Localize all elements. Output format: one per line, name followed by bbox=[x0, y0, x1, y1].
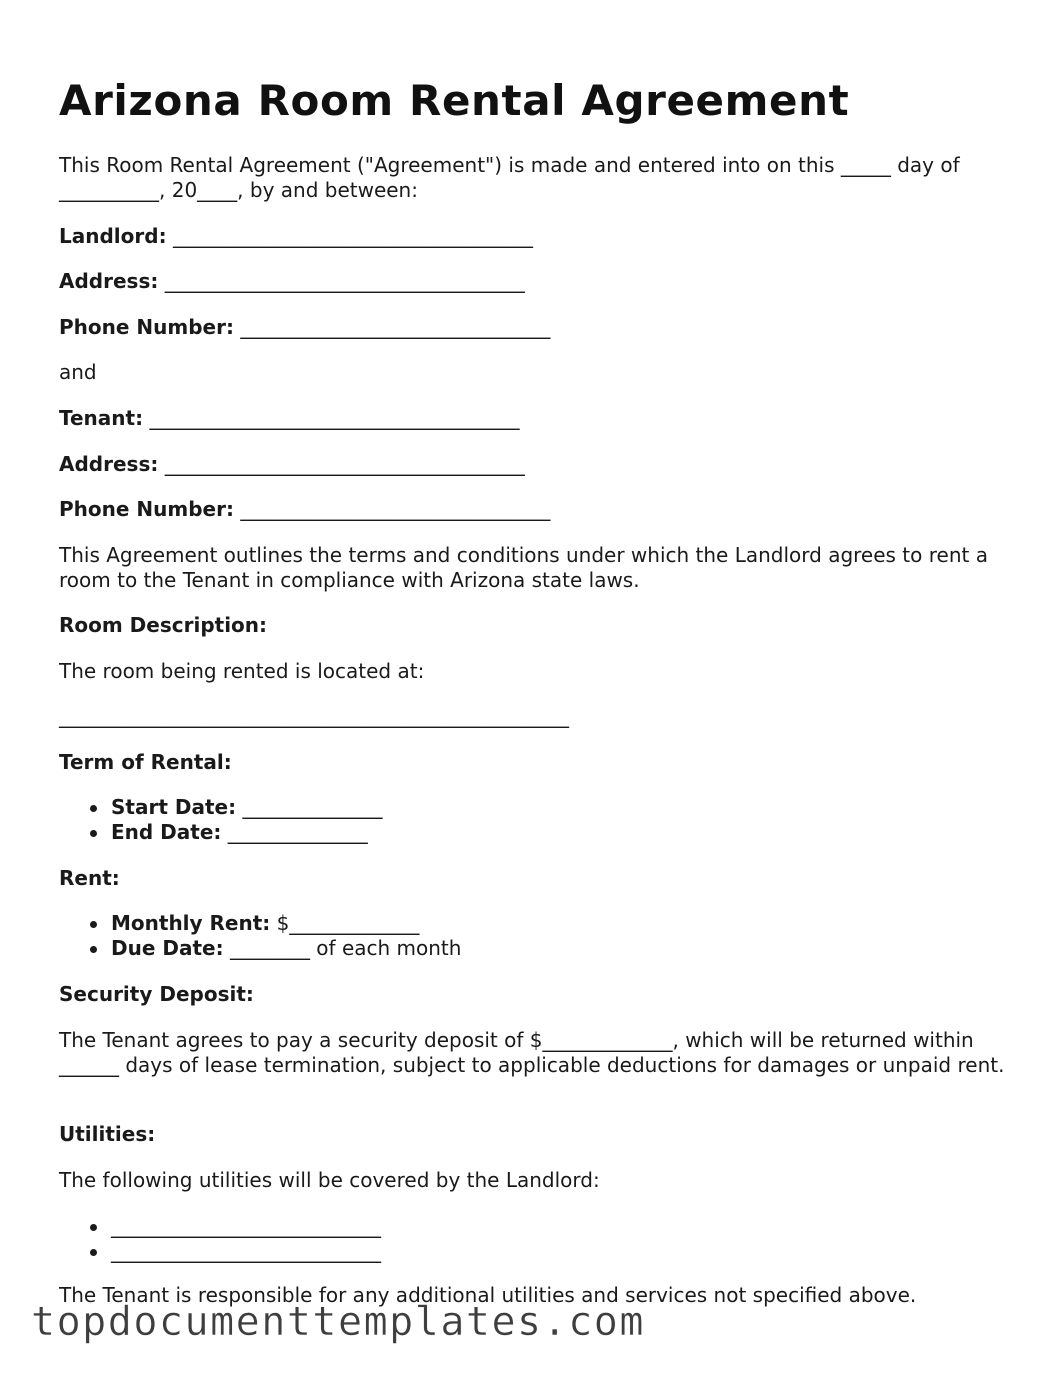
watermark: topdocumenttemplates.com bbox=[31, 1299, 645, 1345]
tenant-phone-blank[interactable]: _______________________________ bbox=[240, 497, 551, 521]
landlord-name-line bbox=[59, 224, 533, 249]
landlord-address-blank[interactable]: ____________________________________ bbox=[164, 269, 525, 293]
room-description-heading: Room Description: bbox=[59, 613, 268, 637]
utilities-list bbox=[59, 1214, 381, 1264]
term-heading: Term of Rental: bbox=[59, 750, 232, 774]
security-deposit-text: The Tenant agrees to pay a security deposit of $_____________, which will be returned within ______ days of lease termination, subject to applicable deductions for damages or unpaid rent. bbox=[59, 1028, 1005, 1077]
landlord-address-line bbox=[59, 269, 525, 294]
utility-blank[interactable]: ___________________________ bbox=[111, 1214, 381, 1238]
landlord-address-label: Address: bbox=[59, 269, 159, 293]
list-item bbox=[59, 1239, 381, 1264]
list-item bbox=[59, 911, 461, 936]
utilities-heading: Utilities: bbox=[59, 1122, 156, 1146]
start-date-label: Start Date: bbox=[111, 795, 237, 819]
room-description-text: The room being rented is located at: bbox=[59, 659, 425, 683]
rent-list bbox=[59, 911, 461, 961]
document-title: Arizona Room Rental Agreement bbox=[59, 76, 850, 125]
tenant-address-blank[interactable]: ____________________________________ bbox=[164, 452, 525, 476]
list-item bbox=[59, 795, 382, 820]
due-date-blank[interactable]: ________ of each month bbox=[229, 936, 462, 960]
list-item bbox=[59, 936, 461, 961]
term-list bbox=[59, 795, 382, 845]
end-date-label: End Date: bbox=[111, 820, 222, 844]
utility-blank[interactable]: ___________________________ bbox=[111, 1239, 381, 1263]
tenant-name-line bbox=[59, 406, 519, 431]
landlord-phone-blank[interactable]: _______________________________ bbox=[240, 315, 551, 339]
monthly-rent-label: Monthly Rent: bbox=[111, 911, 271, 935]
tenant-utilities-note: The Tenant is responsible for any additional utilities and services not specified above. bbox=[59, 1283, 917, 1307]
landlord-name-label: Landlord: bbox=[59, 224, 167, 248]
monthly-rent-blank[interactable]: $_____________ bbox=[276, 911, 420, 935]
purpose-paragraph: This Agreement outlines the terms and conditions under which the Landlord agrees to rent a room to the Tenant in compliance with Arizona state laws. bbox=[59, 543, 988, 592]
room-location-blank[interactable]: ___________________________________________________ bbox=[59, 704, 569, 728]
tenant-name-label: Tenant: bbox=[59, 406, 144, 430]
start-date-blank[interactable]: ______________ bbox=[242, 795, 383, 819]
landlord-phone-label: Phone Number: bbox=[59, 315, 234, 339]
tenant-phone-label: Phone Number: bbox=[59, 497, 234, 521]
and-text: and bbox=[59, 360, 97, 384]
end-date-blank[interactable]: ______________ bbox=[227, 820, 368, 844]
security-deposit-heading: Security Deposit: bbox=[59, 982, 254, 1006]
list-item bbox=[59, 820, 382, 845]
tenant-phone-line bbox=[59, 497, 550, 522]
tenant-address-label: Address: bbox=[59, 452, 159, 476]
tenant-name-blank[interactable]: _____________________________________ bbox=[149, 406, 520, 430]
intro-paragraph: This Room Rental Agreement ("Agreement") is made and entered into on this _____ day of __________, 20____, by and between: bbox=[59, 153, 960, 202]
tenant-address-line bbox=[59, 452, 525, 477]
list-item bbox=[59, 1214, 381, 1239]
due-date-label: Due Date: bbox=[111, 936, 224, 960]
landlord-name-blank[interactable]: ____________________________________ bbox=[172, 224, 533, 248]
landlord-phone-line bbox=[59, 315, 550, 340]
rent-heading: Rent: bbox=[59, 866, 120, 890]
utilities-text: The following utilities will be covered by the Landlord: bbox=[59, 1168, 600, 1192]
